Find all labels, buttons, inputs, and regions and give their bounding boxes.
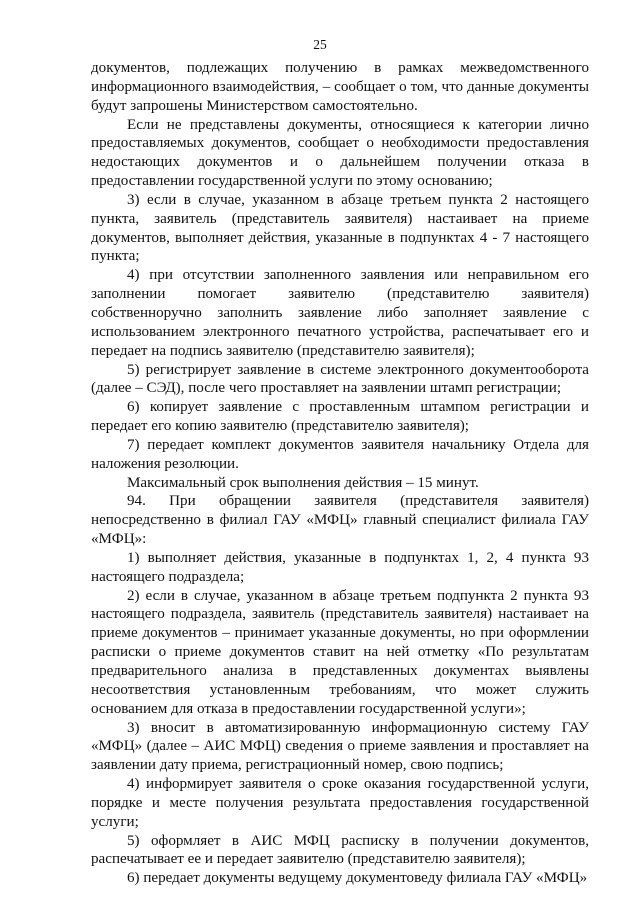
- paragraph-item-3: 3) если в случае, указанном в абзаце третьем пункта 2 настоящего пункта, заявитель (представитель заявителя) настаивает на приеме документов, выполняет действия, указанные в подпунктах 4 - 7 настоящего пункта;: [91, 191, 589, 265]
- paragraph-94-item-1: 1) выполняет действия, указанные в подпунктах 1, 2, 4 пункта 93 настоящего подраздела;: [91, 549, 589, 585]
- paragraph-section-94: 94. При обращении заявителя (представителя заявителя) непосредственно в филиал ГАУ «МФЦ» главный специалист филиала ГАУ «МФЦ»:: [91, 493, 589, 548]
- paragraph-item-6: 6) копирует заявление с проставленным штампом регистрации и передает его копию заявителю (представителю заявителя);: [91, 399, 589, 435]
- paragraph-missing-documents: Если не представлены документы, относящиеся к категории лично предоставляемых документов, сообщает о необходимости предоставления недостающих документов и о дальнейшем получении отказа в предоставлении государственной услуги по этому основанию;: [91, 116, 589, 190]
- paragraph-94-item-2: 2) если в случае, указанном в абзаце третьем подпункта 2 пункта 93 настоящего подраздела, заявитель (представитель заявителя) настаивает на приеме документов – принимает указанные документы, но при оформлении расписки о приеме документов ставит на ней отметку «По результатам предварительного анализа в представленных документах выявлены несоответствия установленным требованиям, что может служить основанием для отказа в предоставлении государственной услуги»;: [91, 587, 589, 717]
- document-body: [91, 59, 589, 888]
- paragraph-94-item-5: 5) оформляет в АИС МФЦ расписку в получении документов, распечатывает ее и передает заявителю (представителю заявителя);: [91, 832, 589, 868]
- paragraph-item-5: 5) регистрирует заявление в системе электронного документооборота (далее – СЭД), после чего проставляет на заявлении штамп регистрации;: [91, 361, 589, 397]
- paragraph-item-7: 7) передает комплект документов заявителя начальнику Отдела для наложения резолюции.: [91, 436, 589, 472]
- paragraph-94-item-6: 6) передает документы ведущему документоведу филиала ГАУ «МФЦ»: [127, 870, 588, 887]
- paragraph-94-item-3: 3) вносит в автоматизированную информационную систему ГАУ «МФЦ» (далее – АИС МФЦ) сведения о приеме заявления и проставляет на заявлении дату приема, регистрационный номер, свою подпись;: [91, 719, 589, 774]
- paragraph-continuation: документов, подлежащих получению в рамках межведомственного информационного взаимодействия, – сообщает о том, что данные документы будут запрошены Министерством самостоятельно.: [91, 60, 589, 114]
- paragraph-item-4: 4) при отсутствии заполненного заявления или неправильном его заполнении помогает заявителю (представителю заявителя) собственноручно заполнить заявление либо заполняет заявление с использованием электронного печатного устройства, распечатывает его и передает на подпись заявителю (представителю заявителя);: [91, 267, 589, 359]
- paragraph-94-item-4: 4) информирует заявителя о сроке оказания государственной услуги, порядке и месте получения результата предоставления государственной услуги;: [91, 776, 589, 830]
- paragraph-max-duration: Максимальный срок выполнения действия – 15 минут.: [127, 474, 479, 491]
- page-number: 25: [313, 37, 327, 52]
